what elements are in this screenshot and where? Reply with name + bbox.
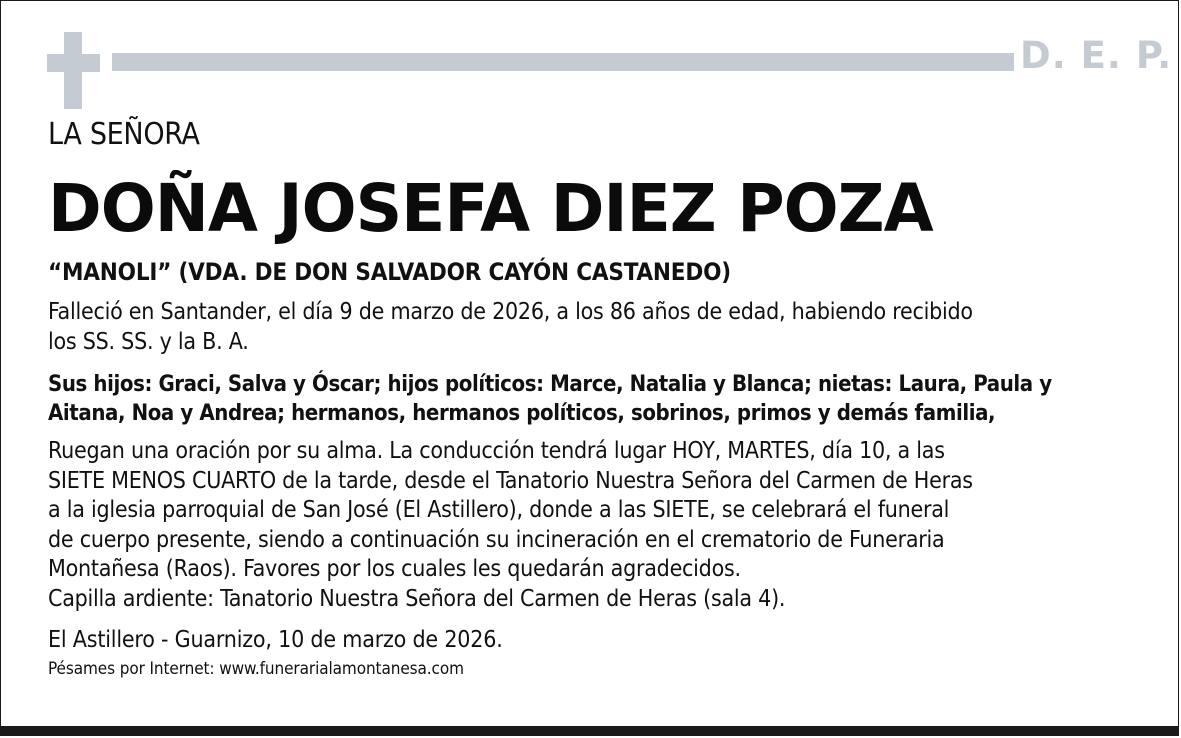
death-notice-line: Falleció en Santander, el día 9 de marzo de 2026, a los 86 años de edad, habiendo recibido <box>48 299 973 325</box>
dep-label: D. E. P. <box>1020 34 1173 77</box>
death-notice-line: los SS. SS. y la B. A. <box>48 328 249 355</box>
cross-icon <box>47 32 100 109</box>
deceased-name: DOÑA JOSEFA DIEZ POZA <box>48 170 933 247</box>
funeral-line: de cuerpo presente, siendo a continuación su incineración en el crematorio de Funeraria <box>48 526 945 553</box>
funeral-line: Ruegan una oración por su alma. La conducción tendrá lugar HOY, MARTES, día 10, a las <box>48 438 945 464</box>
condolences-url: Pésames por Internet: www.funerarialamontanesa.com <box>48 659 464 679</box>
bottom-border <box>1 726 1178 735</box>
death-notice <box>48 298 973 357</box>
intro-label: LA SEÑORA <box>48 117 200 152</box>
place-date: El Astillero - Guarnizo, 10 de marzo de 2026. <box>48 627 503 653</box>
funeral-details <box>48 437 973 614</box>
header-rule <box>112 53 1014 71</box>
funeral-line: a la iglesia parroquial de San José (El Astillero), donde a las SIETE, se celebrará el funeral <box>48 497 950 523</box>
chapel-line: Capilla ardiente: Tanatorio Nuestra Señora del Carmen de Heras (sala 4). <box>48 585 786 612</box>
family-line: Sus hijos: Graci, Salva y Óscar; hijos políticos: Marce, Natalia y Blanca; nietas: Laura, Paula y <box>48 372 1052 397</box>
nickname-line: “MANOLI” (VDA. DE DON SALVADOR CAYÓN CASTANEDO) <box>48 258 731 286</box>
funeral-line: SIETE MENOS CUARTO de la tarde, desde el Tanatorio Nuestra Señora del Carmen de Heras <box>48 467 973 494</box>
funeral-line: Montañesa (Raos). Favores por los cuales les quedarán agradecidos. <box>48 556 741 582</box>
family-line: Aitana, Noa y Andrea; hermanos, hermanos políticos, sobrinos, primos y demás familia, <box>48 401 996 426</box>
family-list <box>48 370 1052 428</box>
